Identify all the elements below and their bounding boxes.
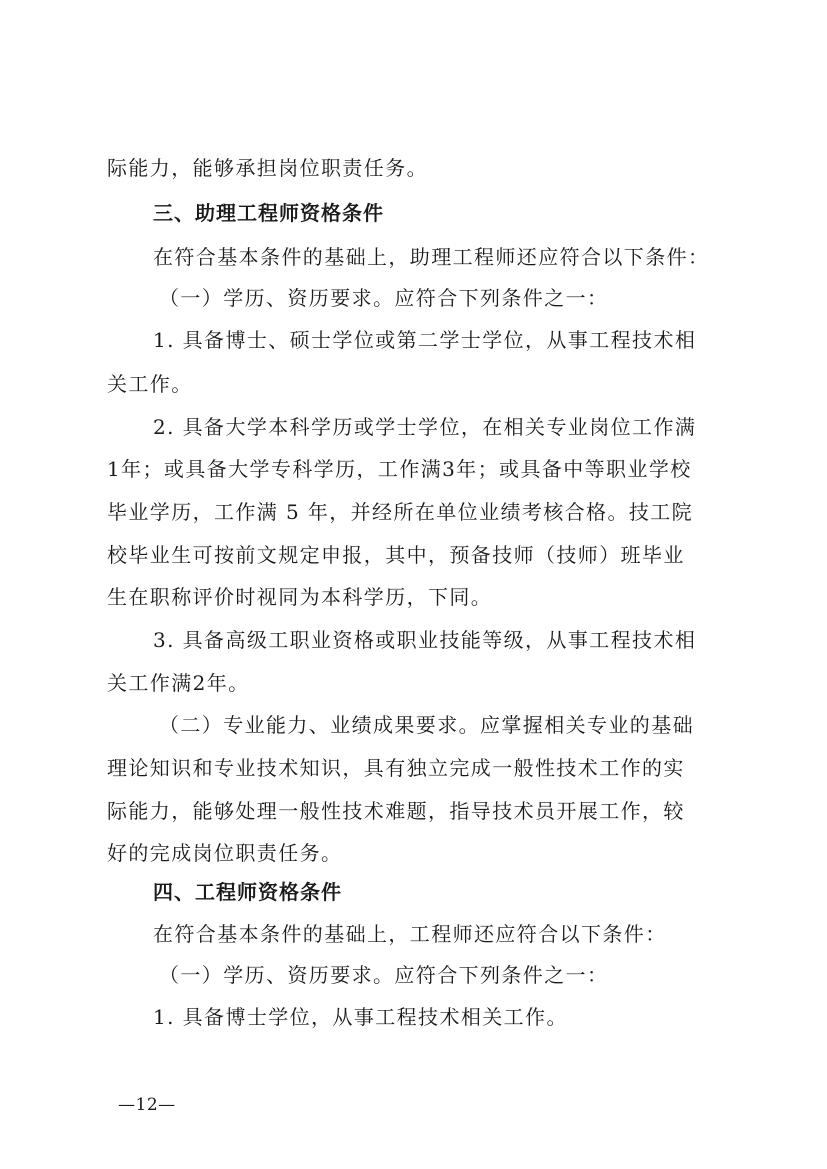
text-line: 在符合基本条件的基础上，助理工程师还应符合以下条件：: [153, 245, 710, 269]
section-heading: 四、工程师资格条件: [153, 880, 342, 904]
text-line: 3. 具备高级工职业资格或职业技能等级，从事工程技术相: [153, 628, 697, 652]
text-line: （一）学历、资历要求。应符合下列条件之一：: [159, 286, 609, 310]
text-line: 毕业学历，工作满 5 年，并经所在单位业绩考核合格。技工院: [107, 500, 694, 524]
text-line: （一）学历、资历要求。应符合下列条件之一：: [159, 963, 609, 987]
section-heading: 三、助理工程师资格条件: [153, 201, 384, 225]
text-line: 校毕业生可按前文规定申报，其中，预备技师（技师）班毕业: [107, 543, 685, 567]
text-line: （二）专业能力、业绩成果要求。应掌握相关专业的基础: [159, 713, 694, 737]
text-line: 生在职称评价时视同为本科学历，下同。: [107, 585, 493, 609]
text-line: 关工作满2年。: [107, 671, 250, 695]
text-line: 理论知识和专业技术知识，具有独立完成一般性技术工作的实: [107, 756, 685, 780]
text-line: 1年；或具备大学专科学历，工作满3年；或具备中等职业学校: [107, 457, 692, 481]
text-line: 好的完成岗位职责任务。: [107, 841, 343, 865]
text-line: 1. 具备博士、硕士学位或第二学士学位，从事工程技术相: [153, 328, 697, 352]
text-line: 1. 具备博士学位，从事工程技术相关工作。: [153, 1005, 568, 1029]
text-line: 在符合基本条件的基础上，工程师还应符合以下条件：: [153, 922, 667, 946]
text-line: 际能力，能够处理一般性技术难题，指导技术员开展工作，较: [107, 799, 685, 823]
text-line: 际能力，能够承担岗位职责任务。: [107, 156, 428, 180]
page-number: —12—: [118, 1095, 176, 1115]
text-line: 2. 具备大学本科学历或学士学位，在相关专业岗位工作满: [153, 415, 697, 439]
text-line: 关工作。: [107, 372, 193, 396]
